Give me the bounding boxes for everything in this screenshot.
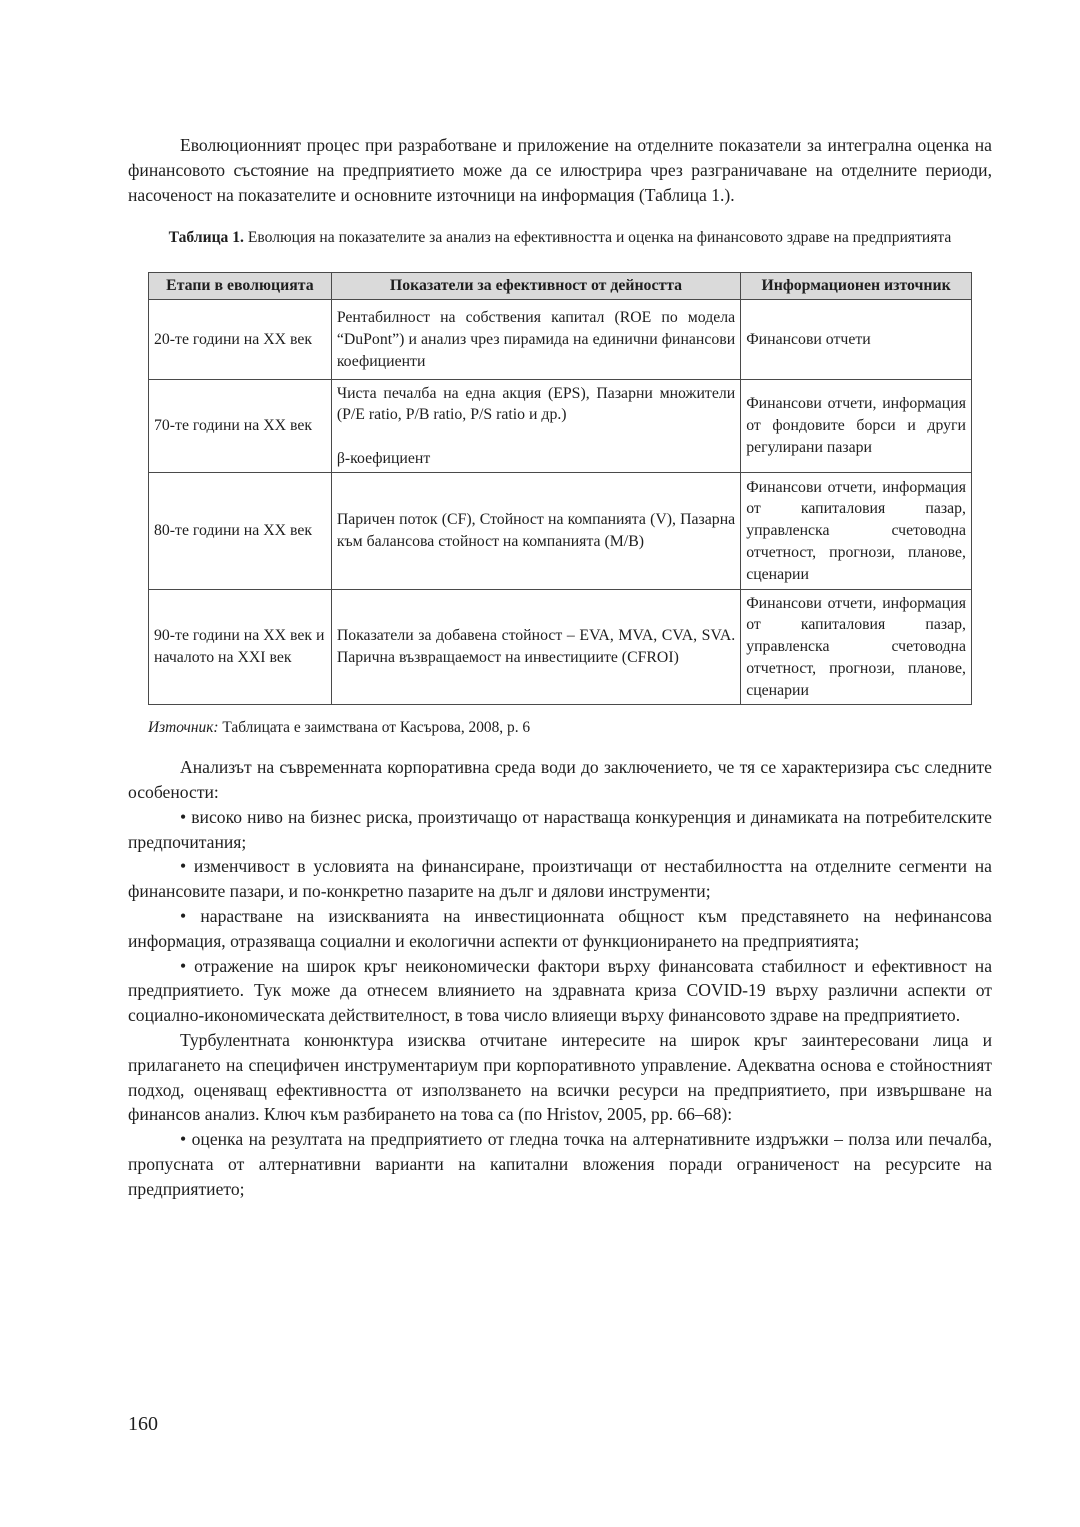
cell-stage: 20-те години на XX век bbox=[149, 300, 332, 380]
cell-indicators: Паричен поток (CF), Стойност на компанията (V), Пазарна към балансова стойност на компанията (M/B) bbox=[331, 473, 740, 590]
cell-indicators bbox=[331, 380, 740, 473]
bullet-paragraph: • високо ниво на бизнес риска, произтичащо от нарастваща конкуренция и динамиката на потребителските предпочитания; bbox=[128, 806, 992, 852]
header-stage: Етапи в еволюцията bbox=[149, 273, 332, 300]
evolution-table bbox=[148, 272, 972, 705]
page-number: 160 bbox=[128, 1413, 158, 1435]
header-indicators: Показатели за ефективност от дейността bbox=[331, 273, 740, 300]
paragraph: Анализът на съвременната корпоративна среда води до заключението, че тя се характеризира със следните особености: bbox=[128, 757, 992, 802]
bullet-paragraph: • нарастване на изискванията на инвестиционната общност към представянето на нефинансова информация, отразяваща социални и екологични аспекти от функционирането на предприятията; bbox=[128, 905, 992, 951]
cell-source: Финансови отчети bbox=[741, 300, 972, 380]
header-source: Информационен източник bbox=[741, 273, 972, 300]
source-label: Източник: bbox=[148, 719, 219, 737]
cell-stage: 90-те години на XX век и началото на XXI век bbox=[149, 590, 332, 705]
table-source-note bbox=[148, 717, 992, 739]
cell-source: Финансови отчети, информация от капиталовия пазар, управленска счетоводна отчетност, прогнози, планове, сценарии bbox=[741, 473, 972, 590]
cell-indicators-main: Чиста печалба на една акция (EPS), Пазарни множители (P/E ratio, P/B ratio, P/S ratio и др.) bbox=[336, 384, 736, 424]
cell-stage: 70-те години на XX век bbox=[149, 380, 332, 473]
cell-indicators-extra: β-коефициент bbox=[336, 449, 431, 467]
body-text bbox=[128, 755, 992, 1201]
cell-indicators: Показатели за добавена стойност – EVA, MVA, CVA, SVA. Парична възвращаемост на инвестициите (CFROI) bbox=[331, 590, 740, 705]
intro-paragraph: Еволюционният процес при разработване и приложение на отделните показатели за интегрална оценка на финансовото състояние на предприятието може да се илюстрира чрез разграничаване на отделните периоди, насоченост на показателите и основните източници на информация (Таблица 1.). bbox=[128, 135, 992, 205]
paragraph: Турбулентната конюнктура изисква отчитане интересите на широк кръг заинтересовани лица и прилагането на специфичен инструментариум при корпоративното управление. Адекватна основа е стойностният подход, оценяващ ефективността от използването на всички ресурси на предприятието, при извършване на финансов анализ. Ключ към разбирането на това са (по Hristov, 2005, pp. 66–68): bbox=[128, 1029, 992, 1125]
bullet-paragraph: • изменчивост в условията на финансиране, произтичащи от нестабилността на отделните сегменти на финансовите пазари, и по-конкретно пазарите на дълг и дялови инструменти; bbox=[128, 856, 992, 902]
table-row bbox=[149, 473, 972, 590]
cell-source: Финансови отчети, информация от капиталовия пазар, управленска счетоводна отчетност, прогнози, планове, сценарии bbox=[741, 590, 972, 705]
source-text: Таблицата е заимствана от Касърова, 2008, p. 6 bbox=[222, 719, 531, 737]
table-header-row bbox=[149, 273, 972, 300]
bullet-paragraph: • отражение на широк кръг неикономически фактори върху финансовата стабилност и ефективност на предприятието. Тук може да отнесем влиянието на здравната криза COVID-19 върху различни аспекти от социално-икономическата действителност, в това число влияещи върху финансовото здраве на предприятието. bbox=[128, 955, 992, 1026]
table-caption-text: Еволюция на показателите за анализ на ефективността и оценка на финансовото здраве на предприятията bbox=[247, 229, 952, 247]
table-row bbox=[149, 590, 972, 705]
table-row bbox=[149, 380, 972, 473]
cell-stage: 80-те години на XX век bbox=[149, 473, 332, 590]
table-row bbox=[149, 300, 972, 380]
cell-source: Финансови отчети, информация от фондовите борси и други регулирани пазари bbox=[741, 380, 972, 473]
page-content bbox=[128, 133, 992, 1202]
cell-indicators: Рентабилност на собствения капитал (ROE по модела “DuPont”) и анализ чрез пирамида на единични финансови коефициенти bbox=[331, 300, 740, 380]
table-caption-label: Таблица 1. bbox=[168, 229, 244, 247]
bullet-paragraph: • оценка на резултата на предприятието от гледна точка на алтернативните издръжки – полза или печалба, пропусната от алтернативни варианти на капитални вложения поради ограниченост на ресурсите на предприятието; bbox=[128, 1129, 992, 1199]
table-caption bbox=[128, 227, 992, 249]
